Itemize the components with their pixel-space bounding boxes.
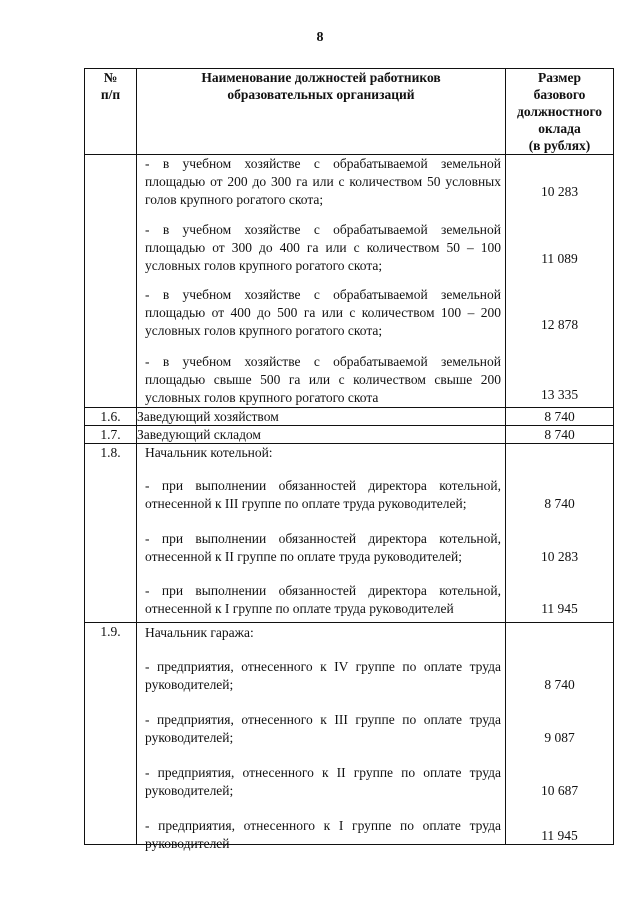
salary-value: 8 740: [506, 426, 614, 444]
table-header-row: [85, 69, 614, 155]
list-item: - предприятия, отнесенного к IV группе по оплате труда руководителей;: [145, 659, 501, 692]
list-item: - предприятия, отнесенного к I группе по оплате труда руководителей: [145, 818, 501, 851]
list-item: - в учебном хозяйстве с обрабатываемой земельной площадью от 400 до 500 га или с количеством 100 – 200 условных голов крупного рогатого скота;: [145, 287, 501, 338]
salary-value: 11 945: [541, 828, 578, 843]
header-name-line: образовательных организаций: [227, 87, 415, 102]
table-row-1-6: [85, 408, 614, 426]
position-title: Начальник котельной:: [145, 445, 273, 460]
salary-value: 11 945: [541, 601, 578, 616]
position-name-cell: [137, 623, 506, 851]
row-number: 1.8.: [85, 444, 137, 623]
salary-value: 8 740: [544, 496, 575, 511]
list-item: - в учебном хозяйстве с обрабатываемой земельной площадью от 300 до 400 га или с количеством 50 – 100 условных голов крупного рогатого скота;: [145, 222, 501, 273]
table-row-1-8: [85, 444, 614, 623]
header-base-salary: [506, 69, 614, 155]
header-number-line: №: [103, 70, 118, 85]
salary-value: 13 335: [540, 387, 579, 402]
header-name-line: Наименование должностей работников: [201, 70, 441, 85]
page-number: 8: [316, 30, 324, 45]
salary-value: 12 878: [540, 317, 579, 332]
row-number: 1.9.: [85, 623, 137, 845]
salary-cell: [506, 155, 614, 408]
salary-value: 8 740: [544, 677, 575, 692]
salary-value: 8 740: [506, 408, 614, 426]
list-item: - в учебном хозяйстве с обрабатываемой земельной площадью свыше 500 га или с количеством свыше 200 условных голов крупного рогатого скота: [145, 354, 501, 405]
salary-value: 11 089: [541, 251, 578, 266]
header-salary-line: базового: [533, 87, 586, 102]
table-row-1-7: [85, 426, 614, 444]
salary-cell: [506, 623, 614, 845]
header-salary-line: Размер: [538, 70, 581, 85]
salary-value: 10 687: [540, 783, 579, 798]
row-number-cell: [85, 155, 137, 408]
list-item: - предприятия, отнесенного к III группе по оплате труда руководителей;: [145, 712, 501, 745]
header-salary-line: должностного: [517, 104, 602, 119]
position-name-cell: [137, 444, 506, 623]
header-salary-line: (в рублях): [528, 138, 591, 153]
header-salary-line: оклада: [538, 121, 581, 136]
position-name: Заведующий хозяйством: [137, 408, 506, 426]
position-name-cell: [137, 155, 506, 408]
list-item: - в учебном хозяйстве с обрабатываемой земельной площадью от 200 до 300 га или с количеством 50 условных голов крупного рогатого скота;: [145, 156, 501, 207]
salary-value: 10 283: [540, 184, 579, 199]
row-number: 1.6.: [85, 408, 137, 426]
salary-value: 9 087: [544, 730, 575, 745]
table-row-1-5-continued: [85, 155, 614, 408]
salary-table: [84, 68, 614, 851]
position-title: Начальник гаража:: [145, 625, 254, 640]
list-item: - при выполнении обязанностей директора котельной, отнесенной к III группе по оплате труда руководителей;: [145, 478, 501, 511]
header-number-line: п/п: [100, 87, 121, 102]
list-item: - при выполнении обязанностей директора котельной, отнесенной к II группе по оплате труда руководителей;: [145, 531, 501, 564]
header-position-name: [137, 69, 506, 155]
table-row-1-9: [85, 623, 614, 845]
salary-value: 10 283: [540, 549, 579, 564]
position-name: Заведующий складом: [137, 426, 506, 444]
list-item: - при выполнении обязанностей директора котельной, отнесенной к I группе по оплате труда руководителей: [145, 583, 501, 616]
row-number: 1.7.: [85, 426, 137, 444]
salary-cell: [506, 444, 614, 623]
header-number: [85, 69, 137, 155]
list-item: - предприятия, отнесенного к II группе по оплате труда руководителей;: [145, 765, 501, 798]
